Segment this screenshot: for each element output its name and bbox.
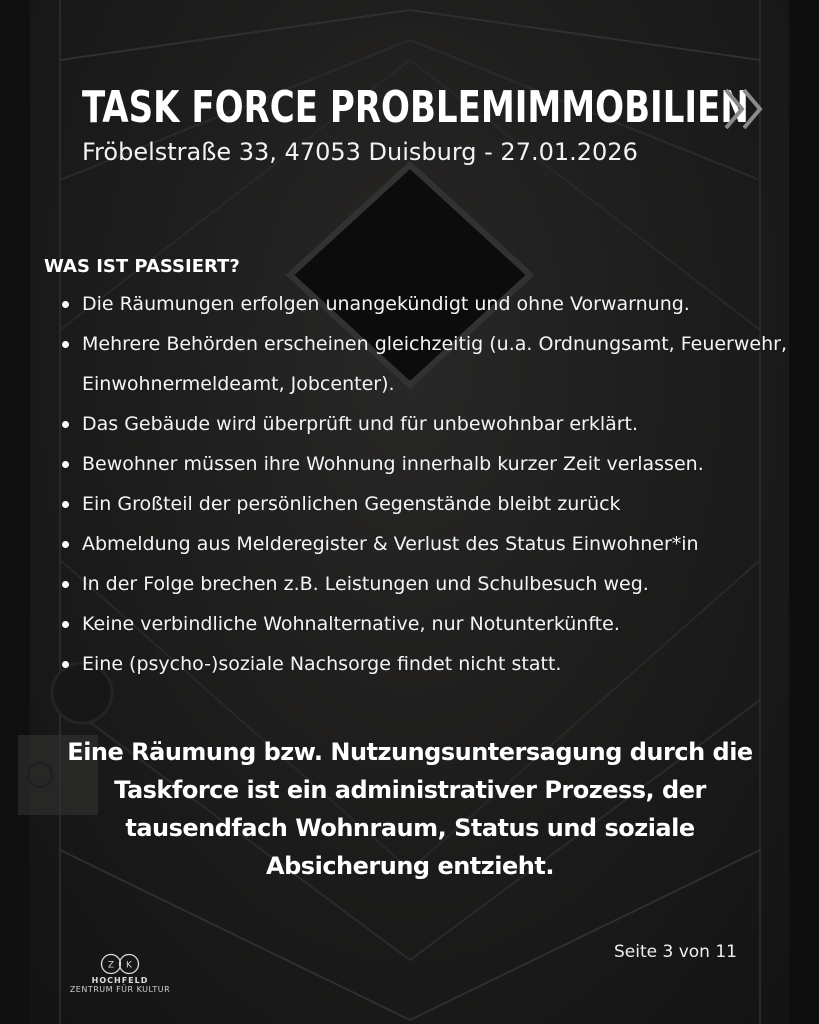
logo-name: HOCHFELD [91, 976, 149, 985]
list-item: In der Folge brechen z.B. Leistungen und Schulbesuch weg. [58, 564, 798, 604]
list-item: Das Gebäude wird überprüft und für unbewohnbar erklärt. [58, 404, 798, 444]
list-item: Ein Großteil der persönlichen Gegenstände bleibt zurück [58, 484, 798, 524]
page-indicator: Seite 3 von 11 [614, 942, 737, 962]
double-chevron-right-icon[interactable] [720, 84, 770, 134]
list-item: Bewohner müssen ihre Wohnung innerhalb kurzer Zeit verlassen. [58, 444, 798, 484]
logo-subline: ZENTRUM FÜR KULTUR [69, 985, 171, 994]
zentrum-fuer-kultur-logo [60, 953, 180, 1009]
page-title: TASK FORCE PROBLEMIMMOBILIEN [82, 82, 749, 133]
list-item: Mehrere Behörden erscheinen gleichzeitig (u.a. Ordnungsamt, Feuerwehr, Einwohnermeldeamt, Jobcenter). [58, 324, 798, 404]
logo-letter-right: K [126, 960, 132, 971]
bullet-list [58, 284, 798, 684]
zk-logo-mark-icon [99, 953, 141, 975]
section-heading: WAS IST PASSIERT? [44, 256, 240, 277]
list-item: Eine (psycho-)soziale Nachsorge findet nicht statt. [58, 644, 798, 684]
list-item: Keine verbindliche Wohnalternative, nur Notunterkünfte. [58, 604, 798, 644]
list-item: Abmeldung aus Melderegister & Verlust des Status Einwohner*in [58, 524, 798, 564]
address-date-subtitle: Fröbelstraße 33, 47053 Duisburg - 27.01.2026 [82, 138, 638, 166]
list-item: Die Räumungen erfolgen unangekündigt und ohne Vorwarnung. [58, 284, 798, 324]
key-statement: Eine Räumung bzw. Nutzungsuntersagung durch die Taskforce ist ein administrativer Prozess, der tausendfach Wohnraum, Status und soziale Absicherung entzieht. [67, 738, 753, 880]
logo-letter-left: Z [107, 960, 115, 971]
